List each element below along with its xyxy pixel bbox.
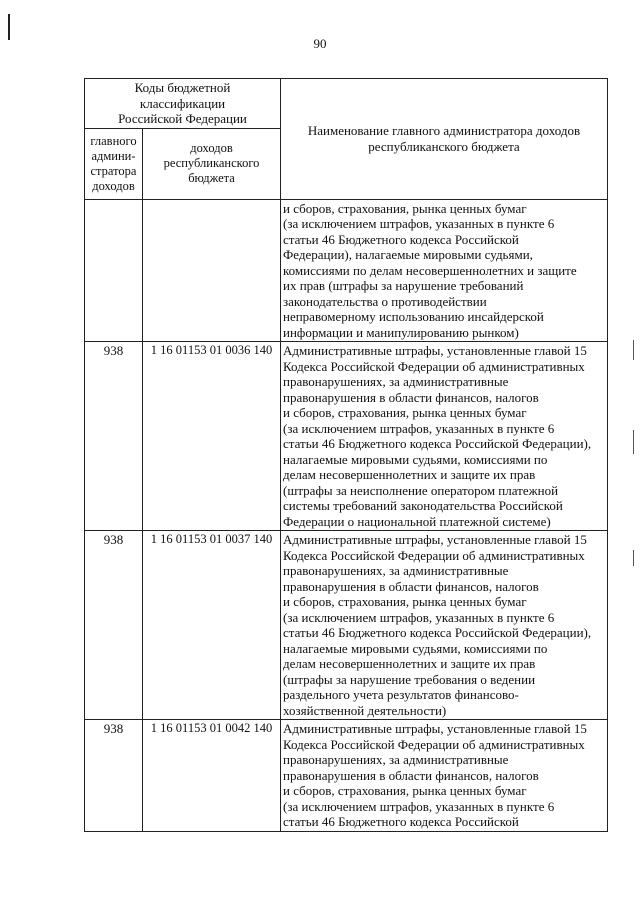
name-text-line: правонарушения в области финансов, налогов: [283, 389, 539, 405]
table-header-row: [85, 79, 608, 129]
budget-code-cell: 1 16 01153 01 0036 140: [143, 342, 281, 531]
header-administrator-name: Наименование главного администратора доходов республиканского бюджета: [281, 79, 608, 200]
name-text-line: Кодекса Российской Федерации об административных: [283, 358, 585, 374]
name-text-line: (за исключением штрафов, указанных в пункте 6: [283, 609, 555, 625]
admin-code-cell: 938: [85, 720, 143, 832]
name-text-line: правонарушения в области финансов, налогов: [283, 578, 539, 594]
name-text-line: (штрафы за нарушение требования о ведении: [283, 671, 536, 687]
header-budget-codes: Коды бюджетной классификации Российской Федерации: [85, 79, 281, 129]
budget-code-cell: 1 16 01153 01 0042 140: [143, 720, 281, 832]
administrator-name-cell: [281, 531, 608, 720]
admin-code-cell: [85, 199, 143, 342]
admin-code-cell: 938: [85, 342, 143, 531]
budget-code-cell: 1 16 01153 01 0037 140: [143, 531, 281, 720]
name-text-line: (штрафы за неисполнение оператором платежной: [283, 482, 559, 498]
name-text-line: статьи 46 Бюджетного кодекса Российской Федерации),: [283, 436, 592, 451]
table-row: [85, 199, 608, 342]
name-text-line: информации и манипулированию рынком): [283, 324, 519, 340]
name-text-line: Административные штрафы, установленные главой 15: [283, 532, 587, 547]
name-text-line: системы требований законодательства Российской: [283, 498, 563, 513]
table-row: [85, 531, 608, 720]
name-text-line: хозяйственной деятельности): [283, 702, 447, 718]
name-text-line: и сборов, страхования, рынка ценных бумаг: [283, 405, 527, 420]
table-row: [85, 342, 608, 531]
name-text-line: (за исключением штрафов, указанных в пункте 6: [283, 216, 555, 231]
name-text-line: Федерации о национальной платежной системе): [283, 513, 551, 529]
name-text-line: делам несовершеннолетних и защите их прав: [283, 656, 536, 671]
name-text-line: и сборов, страхования, рынка ценных бумаг: [283, 200, 527, 216]
name-text-line: раздельного учета результатов финансово-: [283, 687, 519, 702]
name-text-line: их прав (штрафы за нарушение требований: [283, 278, 524, 293]
name-text-line: налагаемые мировыми судьями, комиссиями по: [283, 640, 548, 656]
name-text-line: статьи 46 Бюджетного кодекса Российской: [283, 231, 519, 247]
scan-artifact: [633, 550, 634, 566]
name-text-line: законодательства о противодействии: [283, 293, 487, 309]
name-text-line: Кодекса Российской Федерации об административных: [283, 547, 585, 563]
page-number: 90: [313, 36, 327, 51]
admin-code-cell: 938: [85, 531, 143, 720]
budget-code-cell: [143, 199, 281, 342]
header-republican-income: доходов республиканского бюджета: [143, 128, 281, 199]
name-text-line: налагаемые мировыми судьями, комиссиями по: [283, 451, 548, 467]
administrator-name-cell: [281, 199, 608, 342]
administrator-name-cell: [281, 720, 608, 832]
table-body: [85, 199, 608, 831]
header-main-administrator: главного админи- стратора доходов: [85, 128, 143, 199]
name-text-line: делам несовершеннолетних и защите их прав: [283, 467, 536, 482]
name-text-line: Административные штрафы, установленные главой 15: [283, 343, 587, 358]
name-text-line: (за исключением штрафов, указанных в пункте 6: [283, 798, 555, 814]
table-row: [85, 720, 608, 832]
name-text-line: комиссиями по делам несовершеннолетних и защите: [283, 262, 577, 278]
name-text-line: статьи 46 Бюджетного кодекса Российской: [283, 814, 519, 829]
name-text-line: Федерации), налагаемые мировыми судьями,: [283, 247, 533, 262]
name-text-line: правонарушениях, за административные: [283, 563, 509, 578]
name-text-line: Кодекса Российской Федерации об административных: [283, 736, 585, 752]
administrator-name-cell: [281, 342, 608, 531]
name-text-line: и сборов, страхования, рынка ценных бумаг: [283, 594, 527, 609]
name-text-line: неправомерному использованию инсайдерской: [283, 309, 544, 324]
name-text-line: правонарушения в области финансов, налогов: [283, 767, 539, 783]
name-text-line: правонарушениях, за административные: [283, 374, 509, 389]
name-text-line: правонарушениях, за административные: [283, 752, 509, 767]
scan-artifact: [633, 430, 634, 454]
name-text-line: (за исключением штрафов, указанных в пункте 6: [283, 420, 555, 436]
scan-artifact: [633, 340, 634, 360]
name-text-line: Административные штрафы, установленные главой 15: [283, 721, 587, 736]
budget-codes-table: [84, 78, 608, 832]
name-text-line: и сборов, страхования, рынка ценных бумаг: [283, 783, 527, 798]
name-text-line: статьи 46 Бюджетного кодекса Российской Федерации),: [283, 625, 592, 640]
